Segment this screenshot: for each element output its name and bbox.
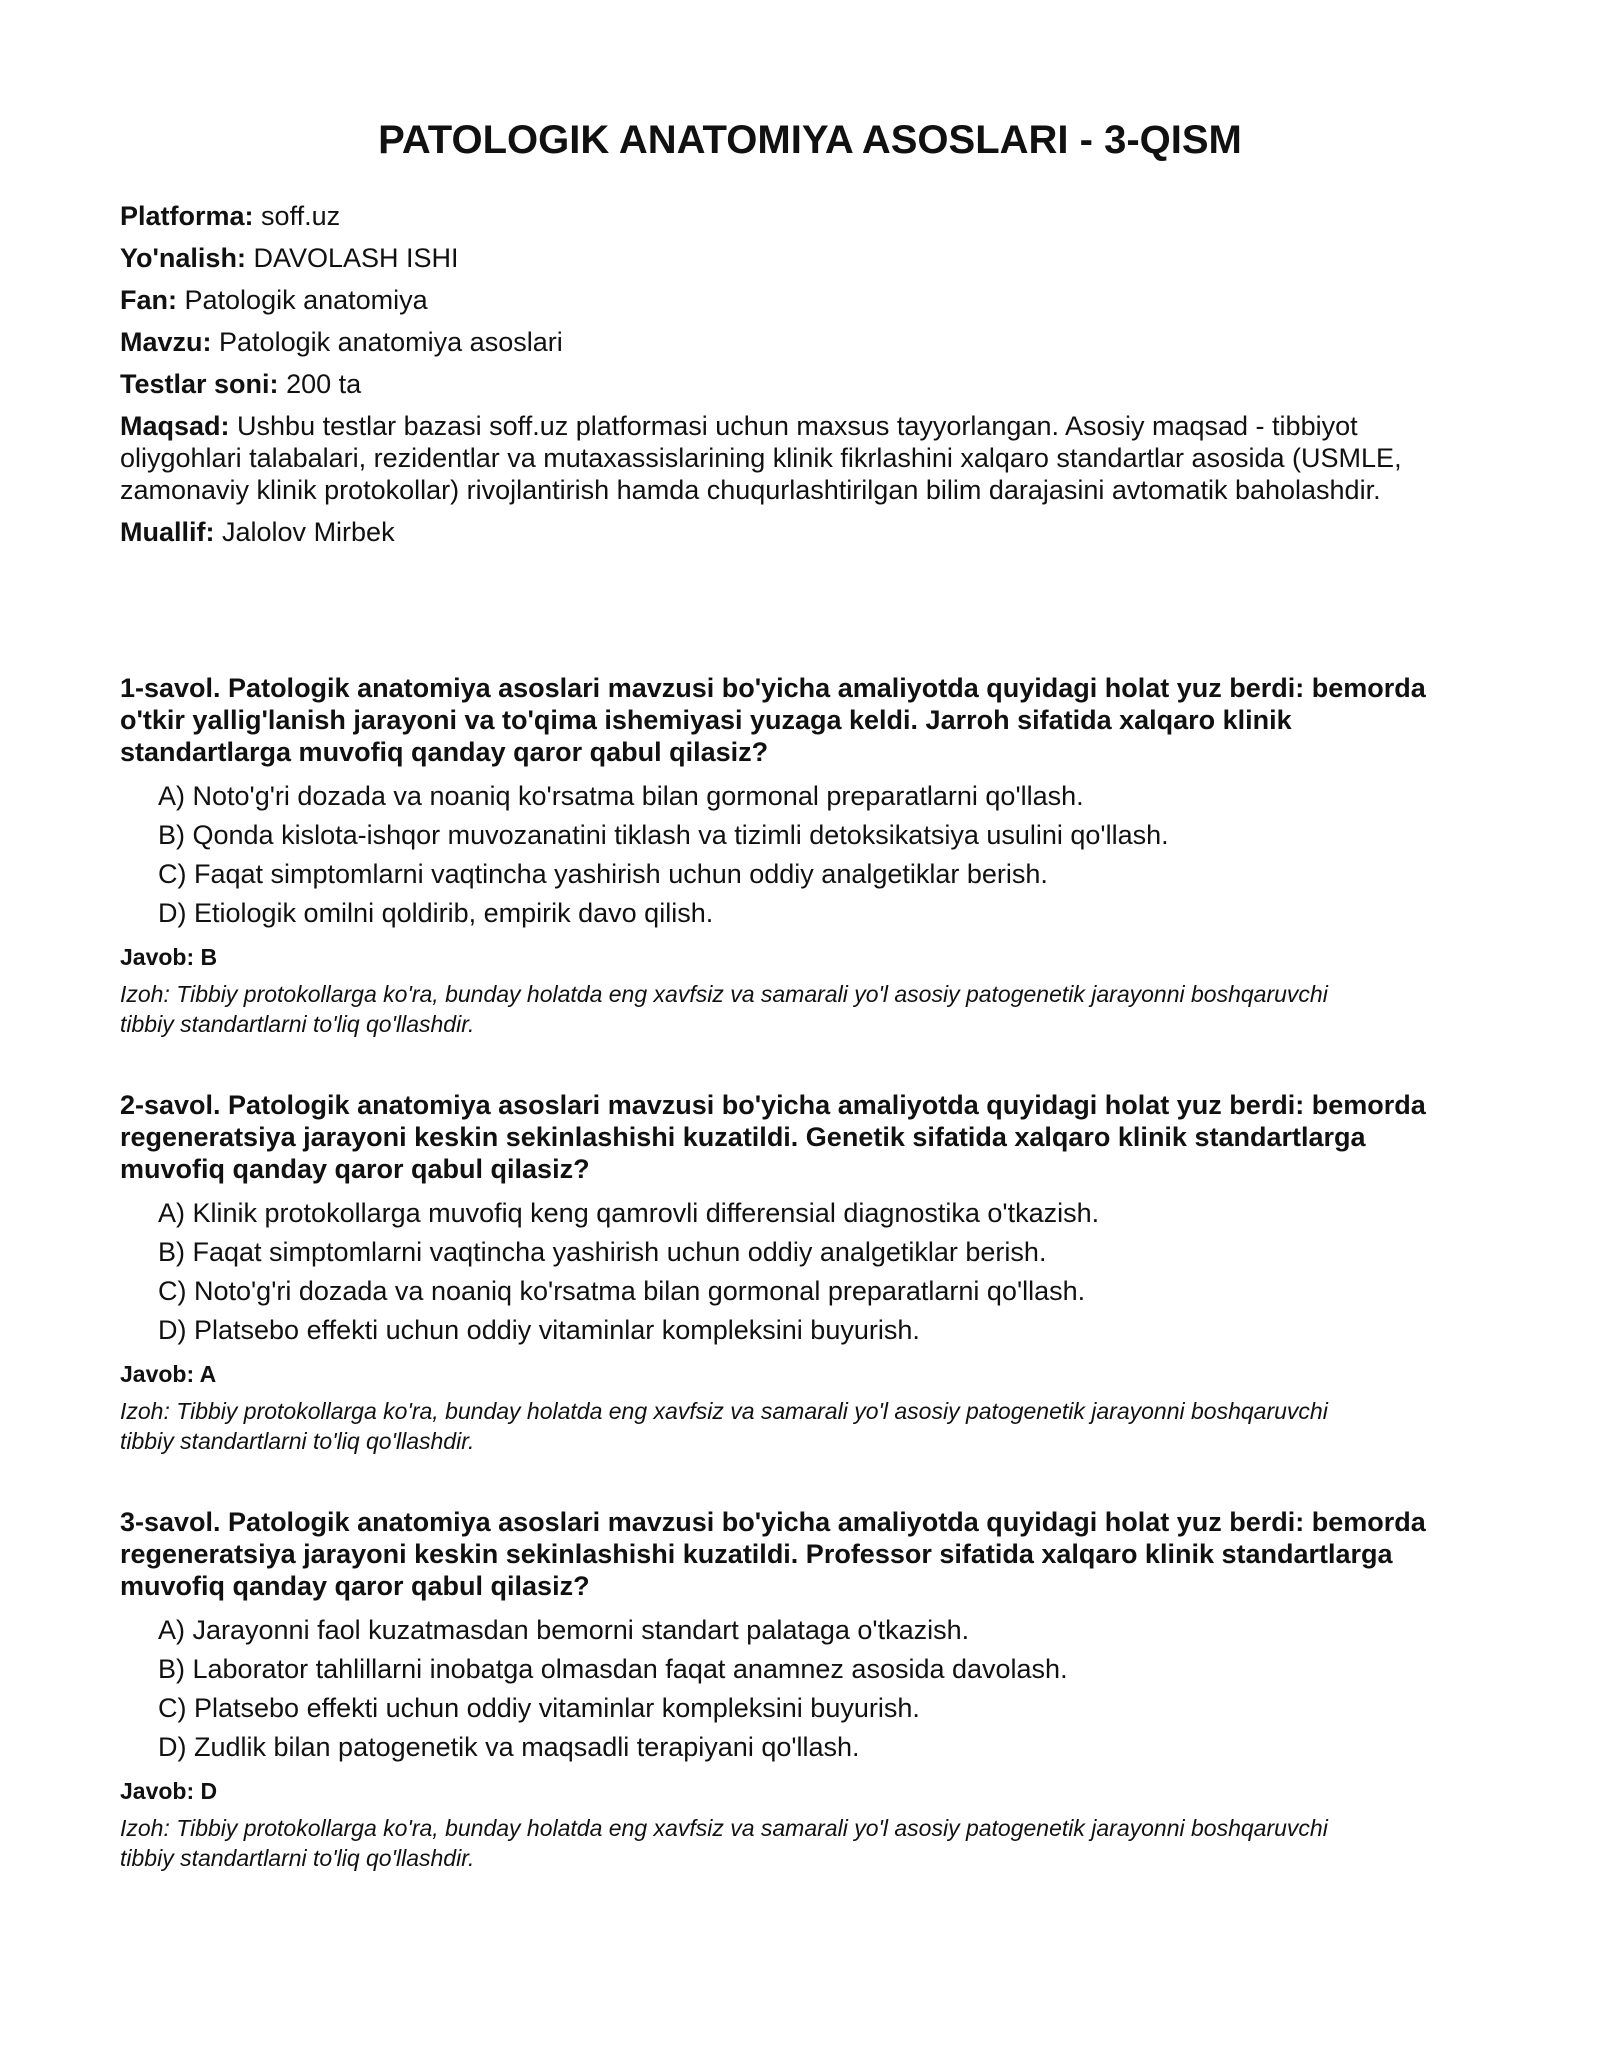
meta-value: Patologik anatomiya [184, 285, 428, 315]
meta-subject [120, 284, 1450, 316]
meta-value: soff.uz [261, 201, 341, 231]
answer: Javob: B [120, 944, 218, 970]
option-d: D) Etiologik omilni qoldirib, empirik davo qilish. [158, 898, 714, 928]
meta-label: Testlar soni: [120, 369, 279, 399]
question-text: 3-savol. Patologik anatomiya asoslari mavzusi bo'yicha amaliyotda quyidagi holat yuz berdi: bemorda regeneratsiya jarayoni keskin sekinlashishi kuzatildi. Professor sifatida xalqaro klinik standartlarga muvofiq qanday qaror qabul qilasiz? [120, 1507, 1426, 1601]
question-2 [120, 1089, 1450, 1456]
option-d: D) Platsebo effekti uchun oddiy vitaminlar kompleksini buyurish. [158, 1315, 920, 1345]
page-title: PATOLOGIK ANATOMIYA ASOSLARI - 3-QISM [378, 118, 1242, 162]
explanation: Izoh: Tibbiy protokollarga ko'ra, bunday holatda eng xavfsiz va samarali yo'l asosiy patogenetik jarayonni boshqaruvchi tibbiy standartlarni to'liq qo'llashdir. [120, 1398, 1328, 1454]
question-list [120, 672, 1450, 1923]
option-c: C) Faqat simptomlarni vaqtincha yashirish uchun oddiy analgetiklar berish. [158, 859, 1048, 889]
question-text: 1-savol. Patologik anatomiya asoslari mavzusi bo'yicha amaliyotda quyidagi holat yuz berdi: bemorda o'tkir yallig'lanish jarayoni va to'qima ishemiyasi yuzaga keldi. Jarroh sifatida xalqaro klinik standartlarga muvofiq qanday qaror qabul qilasiz? [120, 673, 1426, 767]
meta-direction [120, 242, 1450, 274]
meta-label: Maqsad: [120, 411, 230, 441]
option-a: A) Klinik protokollarga muvofiq keng qamrovli differensial diagnostika o'tkazish. [158, 1198, 1100, 1228]
meta-value: DAVOLASH ISHI [253, 243, 459, 273]
option-b: B) Qonda kislota-ishqor muvozanatini tiklash va tizimli detoksikatsiya usulini qo'llash. [158, 820, 1169, 850]
option-c: C) Platsebo effekti uchun oddiy vitaminlar kompleksini buyurish. [158, 1693, 920, 1723]
question-1 [120, 672, 1450, 1039]
option-b: B) Laborator tahlillarni inobatga olmasdan faqat anamnez asosida davolash. [158, 1654, 1068, 1684]
question-3 [120, 1506, 1450, 1873]
meta-value: 200 ta [286, 369, 362, 399]
meta-topic [120, 326, 1450, 358]
option-c: C) Noto'g'ri dozada va noaniq ko'rsatma bilan gormonal preparatlarni qo'llash. [158, 1276, 1086, 1306]
meta-label: Yo'nalish: [120, 243, 246, 273]
meta-label: Platforma: [120, 201, 254, 231]
option-d: D) Zudlik bilan patogenetik va maqsadli terapiyani qo'llash. [158, 1732, 860, 1762]
meta-label: Muallif: [120, 517, 215, 547]
meta-author [120, 516, 1450, 548]
meta-platform [120, 200, 1450, 232]
option-list [120, 780, 1450, 929]
meta-label: Mavzu: [120, 327, 212, 357]
meta-test-count [120, 368, 1450, 400]
option-a: A) Noto'g'ri dozada va noaniq ko'rsatma bilan gormonal preparatlarni qo'llash. [158, 781, 1084, 811]
document-metadata [120, 200, 1450, 558]
answer: Javob: A [120, 1361, 217, 1387]
option-list [120, 1614, 1450, 1763]
meta-value: Ushbu testlar bazasi soff.uz platformasi uchun maxsus tayyorlangan. Asosiy maqsad - tibbiyot oliygohlari talabalari, rezidentlar va mutaxassislarining klinik fikrlashini xalqaro standartlar asosida (USMLE, zamonaviy klinik protokollar) rivojlantirish hamda chuqurlashtirilgan bilim darajasini avtomatik baholashdir. [120, 411, 1402, 505]
meta-purpose [120, 410, 1450, 506]
option-b: B) Faqat simptomlarni vaqtincha yashirish uchun oddiy analgetiklar berish. [158, 1237, 1047, 1267]
meta-value: Patologik anatomiya asoslari [219, 327, 563, 357]
answer: Javob: D [120, 1778, 218, 1804]
explanation: Izoh: Tibbiy protokollarga ko'ra, bunday holatda eng xavfsiz va samarali yo'l asosiy patogenetik jarayonni boshqaruvchi tibbiy standartlarni to'liq qo'llashdir. [120, 981, 1328, 1037]
meta-value: Jalolov Mirbek [222, 517, 395, 547]
option-a: A) Jarayonni faol kuzatmasdan bemorni standart palataga o'tkazish. [158, 1615, 970, 1645]
explanation: Izoh: Tibbiy protokollarga ko'ra, bunday holatda eng xavfsiz va samarali yo'l asosiy patogenetik jarayonni boshqaruvchi tibbiy standartlarni to'liq qo'llashdir. [120, 1815, 1328, 1871]
meta-label: Fan: [120, 285, 177, 315]
question-text: 2-savol. Patologik anatomiya asoslari mavzusi bo'yicha amaliyotda quyidagi holat yuz berdi: bemorda regeneratsiya jarayoni keskin sekinlashishi kuzatildi. Genetik sifatida xalqaro klinik standartlarga muvofiq qanday qaror qabul qilasiz? [120, 1090, 1426, 1184]
option-list [120, 1197, 1450, 1346]
